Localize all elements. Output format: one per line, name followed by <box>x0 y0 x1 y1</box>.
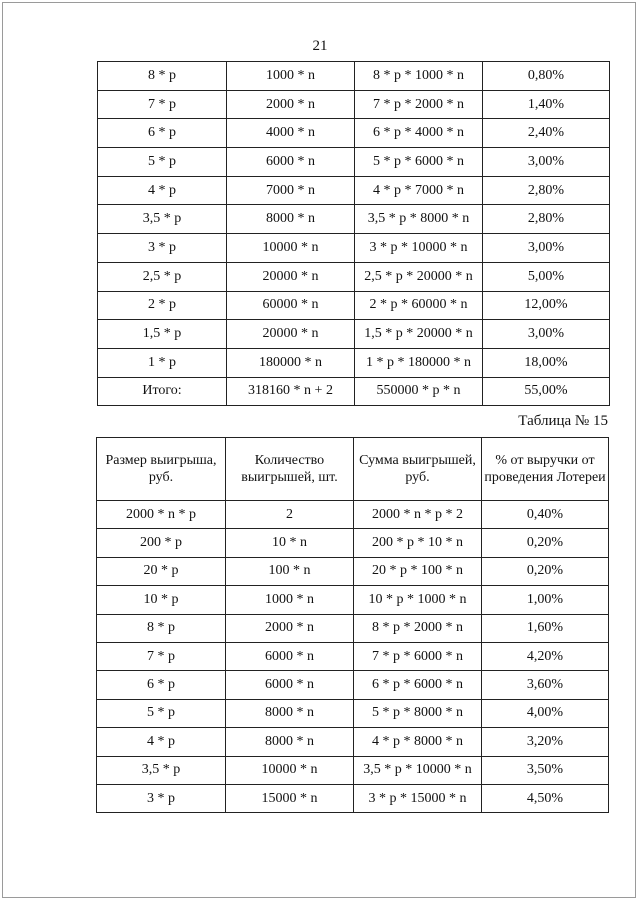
cell-prize-count: 8000 * n <box>226 699 354 727</box>
cell-prize-count: 4000 * n <box>227 119 355 148</box>
table-row <box>98 176 610 205</box>
cell-prize-size: 3 * р <box>97 784 226 812</box>
table-row <box>98 262 610 291</box>
cell-prize-size: 4 * р <box>97 728 226 756</box>
table-row <box>98 377 610 406</box>
cell-prize-sum: 20 * р * 100 * n <box>354 557 482 585</box>
cell-prize-sum: 8 * р * 2000 * n <box>354 614 482 642</box>
cell-prize-size: 200 * р <box>97 529 226 557</box>
header-prize-count: Количество выигрышей, шт. <box>226 438 354 501</box>
cell-prize-sum: 5 * р * 8000 * n <box>354 699 482 727</box>
header-prize-sum: Сумма выигрышей, руб. <box>354 438 482 501</box>
table-row <box>97 557 609 585</box>
cell-prize-size: 6 * р <box>98 119 227 148</box>
cell-prize-size: 20 * р <box>97 557 226 585</box>
cell-prize-count: 6000 * n <box>226 642 354 670</box>
cell-prize-count: 60000 * n <box>227 291 355 320</box>
cell-revenue-percent: 1,00% <box>482 586 609 614</box>
cell-revenue-percent: 5,00% <box>483 262 610 291</box>
cell-prize-count: 10000 * n <box>226 756 354 784</box>
cell-prize-count: 318160 * n + 2 <box>227 377 355 406</box>
cell-prize-sum: 1,5 * р * 20000 * n <box>355 320 483 349</box>
cell-prize-sum: 8 * р * 1000 * n <box>355 62 483 91</box>
cell-prize-sum: 7 * р * 6000 * n <box>354 642 482 670</box>
cell-revenue-percent: 3,60% <box>482 671 609 699</box>
cell-prize-sum: 4 * р * 7000 * n <box>355 176 483 205</box>
prize-table-continued <box>97 61 610 406</box>
cell-prize-sum: 6 * р * 6000 * n <box>354 671 482 699</box>
prize-table-15 <box>96 437 609 813</box>
cell-prize-size: 2000 * n * р <box>97 501 226 529</box>
cell-revenue-percent: 12,00% <box>483 291 610 320</box>
header-prize-size: Размер выигрыша, руб. <box>97 438 226 501</box>
prize-table-body <box>98 62 610 406</box>
cell-prize-count: 100 * n <box>226 557 354 585</box>
table-row <box>97 501 609 529</box>
cell-prize-sum: 7 * р * 2000 * n <box>355 90 483 119</box>
table-row <box>97 784 609 812</box>
cell-prize-sum: 10 * р * 1000 * n <box>354 586 482 614</box>
table-row <box>98 320 610 349</box>
cell-prize-count: 10 * n <box>226 529 354 557</box>
cell-prize-count: 6000 * n <box>227 148 355 177</box>
cell-prize-sum: 3 * р * 15000 * n <box>354 784 482 812</box>
table-header-row <box>97 438 609 501</box>
cell-prize-sum: 3,5 * р * 10000 * n <box>354 756 482 784</box>
table-row <box>97 728 609 756</box>
cell-prize-sum: 3,5 * р * 8000 * n <box>355 205 483 234</box>
cell-prize-size: 1,5 * р <box>98 320 227 349</box>
cell-revenue-percent: 4,00% <box>482 699 609 727</box>
cell-prize-size: 5 * р <box>97 699 226 727</box>
cell-prize-count: 6000 * n <box>226 671 354 699</box>
cell-revenue-percent: 1,40% <box>483 90 610 119</box>
table-row <box>97 586 609 614</box>
cell-revenue-percent: 4,20% <box>482 642 609 670</box>
cell-prize-count: 1000 * n <box>226 586 354 614</box>
cell-prize-sum: 4 * р * 8000 * n <box>354 728 482 756</box>
cell-prize-size: Итого: <box>98 377 227 406</box>
cell-prize-size: 6 * р <box>97 671 226 699</box>
cell-prize-sum: 6 * р * 4000 * n <box>355 119 483 148</box>
table-row <box>98 291 610 320</box>
cell-prize-size: 4 * р <box>98 176 227 205</box>
table-row <box>97 614 609 642</box>
table-row <box>97 529 609 557</box>
cell-revenue-percent: 55,00% <box>483 377 610 406</box>
cell-revenue-percent: 3,00% <box>483 320 610 349</box>
cell-prize-count: 8000 * n <box>227 205 355 234</box>
cell-prize-sum: 1 * р * 180000 * n <box>355 348 483 377</box>
cell-prize-sum: 3 * р * 10000 * n <box>355 234 483 263</box>
cell-revenue-percent: 2,80% <box>483 205 610 234</box>
cell-revenue-percent: 3,50% <box>482 756 609 784</box>
cell-revenue-percent: 18,00% <box>483 348 610 377</box>
table-row <box>98 148 610 177</box>
cell-prize-sum: 2,5 * р * 20000 * n <box>355 262 483 291</box>
cell-revenue-percent: 3,00% <box>483 234 610 263</box>
header-revenue-percent: % от выручки от проведения Лотереи <box>482 438 609 501</box>
cell-prize-size: 3,5 * р <box>97 756 226 784</box>
cell-prize-sum: 2000 * n * р * 2 <box>354 501 482 529</box>
cell-revenue-percent: 2,80% <box>483 176 610 205</box>
cell-prize-sum: 2 * р * 60000 * n <box>355 291 483 320</box>
cell-prize-size: 7 * р <box>97 642 226 670</box>
table-row <box>97 671 609 699</box>
cell-prize-size: 3,5 * р <box>98 205 227 234</box>
cell-prize-size: 1 * р <box>98 348 227 377</box>
table-row <box>98 205 610 234</box>
cell-prize-count: 20000 * n <box>227 320 355 349</box>
cell-revenue-percent: 3,00% <box>483 148 610 177</box>
cell-prize-size: 8 * р <box>98 62 227 91</box>
cell-revenue-percent: 4,50% <box>482 784 609 812</box>
cell-prize-size: 10 * р <box>97 586 226 614</box>
cell-revenue-percent: 2,40% <box>483 119 610 148</box>
cell-prize-size: 5 * р <box>98 148 227 177</box>
cell-prize-count: 2000 * n <box>227 90 355 119</box>
cell-revenue-percent: 3,20% <box>482 728 609 756</box>
table-row <box>98 348 610 377</box>
table-caption: Таблица № 15 <box>518 413 608 429</box>
cell-revenue-percent: 0,20% <box>482 529 609 557</box>
cell-revenue-percent: 0,40% <box>482 501 609 529</box>
cell-prize-size: 3 * р <box>98 234 227 263</box>
cell-revenue-percent: 1,60% <box>482 614 609 642</box>
cell-prize-count: 7000 * n <box>227 176 355 205</box>
cell-prize-count: 1000 * n <box>227 62 355 91</box>
cell-prize-count: 10000 * n <box>227 234 355 263</box>
cell-prize-size: 8 * р <box>97 614 226 642</box>
cell-prize-size: 2,5 * р <box>98 262 227 291</box>
cell-prize-count: 8000 * n <box>226 728 354 756</box>
table-row <box>98 90 610 119</box>
table-row <box>97 756 609 784</box>
cell-prize-count: 20000 * n <box>227 262 355 291</box>
prize-table-body <box>97 501 609 813</box>
table-row <box>98 119 610 148</box>
table-row <box>98 62 610 91</box>
cell-prize-count: 2000 * n <box>226 614 354 642</box>
page-number: 21 <box>312 38 328 54</box>
cell-prize-count: 2 <box>226 501 354 529</box>
cell-prize-sum: 550000 * р * n <box>355 377 483 406</box>
cell-prize-count: 180000 * n <box>227 348 355 377</box>
cell-revenue-percent: 0,80% <box>483 62 610 91</box>
cell-revenue-percent: 0,20% <box>482 557 609 585</box>
table-row <box>97 699 609 727</box>
cell-prize-size: 7 * р <box>98 90 227 119</box>
cell-prize-sum: 5 * р * 6000 * n <box>355 148 483 177</box>
cell-prize-sum: 200 * р * 10 * n <box>354 529 482 557</box>
table-row <box>98 234 610 263</box>
table-row <box>97 642 609 670</box>
cell-prize-count: 15000 * n <box>226 784 354 812</box>
cell-prize-size: 2 * р <box>98 291 227 320</box>
